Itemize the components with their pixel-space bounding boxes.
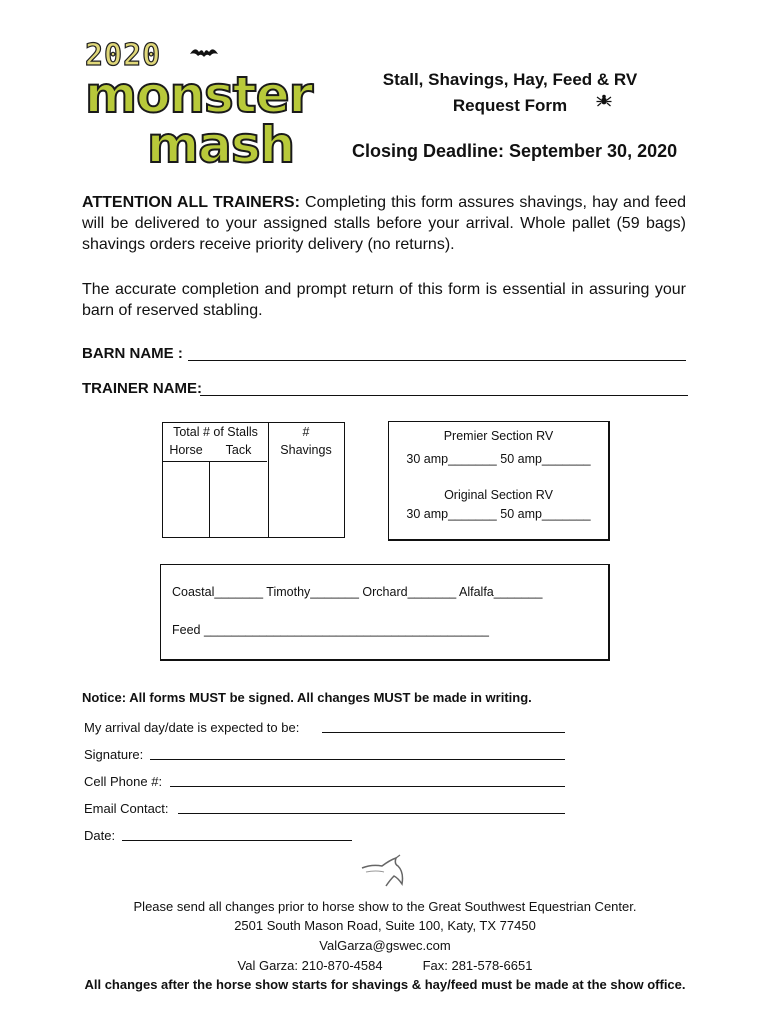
trainer-name-label: TRAINER NAME: [82,380,202,397]
closing-deadline: Closing Deadline: September 30, 2020 [352,141,678,161]
attention-paragraph [82,192,686,255]
hay-feed-box [160,564,610,661]
spider-icon [596,92,612,108]
premier-rv-title: Premier Section RV [443,429,554,443]
notice-text: Notice: All forms MUST be signed. All changes MUST be made in writing. [82,690,532,705]
original-rv-title: Original Section RV [444,488,553,502]
total-stalls-header: Total # of Stalls [173,425,258,439]
premier-rv-amps[interactable]: 30 amp_______ 50 amp_______ [406,452,591,466]
footer-address: 2501 South Mason Road, Suite 100, Katy, TX 77450 [234,918,536,933]
email-field[interactable] [178,813,565,814]
table-divider [163,461,267,462]
trainer-name-field[interactable] [200,395,688,396]
form-title-line1: Stall, Shavings, Hay, Feed & RV [382,70,638,89]
footer-show-office-note: All changes after the horse show starts for shavings & hay/feed must be made at the show office. [84,977,686,992]
rv-request-box [388,421,610,541]
date-label: Date: [84,828,116,843]
attention-text: Completing this form assures shavings, hay and feed will be delivered to your assigned stalls before your arrival. Whole pallet (59 bags) shavings orders receive priority delivery (no returns). [82,194,687,253]
shavings-header: Shavings [280,443,332,457]
signature-field[interactable] [150,759,565,760]
barn-name-label: BARN NAME : [82,345,183,362]
horse-head-icon [360,854,408,890]
cell-phone-field[interactable] [170,786,565,787]
shavings-input[interactable] [270,463,344,537]
logo-year: 2020 [85,38,162,73]
shavings-hash-header: # [302,425,310,439]
form-title-line2: Request Form [452,96,568,115]
email-label: Email Contact: [84,801,169,816]
hay-types-line[interactable]: Coastal_______ Timothy_______ Orchard_______ Alfalfa_______ [172,585,543,599]
horse-header: Horse [169,443,203,457]
footer-fax: Fax: 281-578-6651 [422,958,533,973]
accuracy-paragraph: The accurate completion and prompt return of this form is essential in assuring your barn of reserved stabling. [82,281,686,319]
tack-stalls-input[interactable] [210,463,267,537]
stalls-shavings-table [162,422,345,538]
footer-email[interactable]: ValGarza@gswec.com [319,938,451,953]
cell-phone-label: Cell Phone #: [84,774,163,789]
horse-stalls-input[interactable] [163,463,208,537]
monster-mash-logo [85,38,355,178]
footer-contact [0,958,770,973]
footer-instructions: Please send all changes prior to horse show to the Great Southwest Equestrian Center. [133,899,637,914]
date-field[interactable] [122,840,352,841]
signature-label: Signature: [84,747,144,762]
feed-line[interactable]: Feed _________________________________________ [172,623,489,637]
attention-label: ATTENTION ALL TRAINERS: [82,194,300,211]
original-rv-amps[interactable]: 30 amp_______ 50 amp_______ [406,507,591,521]
footer-phone: Val Garza: 210-870-4584 [237,958,383,973]
table-divider [268,423,269,537]
tack-header: Tack [225,443,252,457]
barn-name-field[interactable] [188,360,686,361]
logo-word-monster: monster [85,66,313,124]
arrival-field[interactable] [322,732,565,733]
arrival-label: My arrival day/date is expected to be: [84,720,300,735]
bat-icon [189,44,219,62]
logo-word-mash: mash [147,116,295,174]
